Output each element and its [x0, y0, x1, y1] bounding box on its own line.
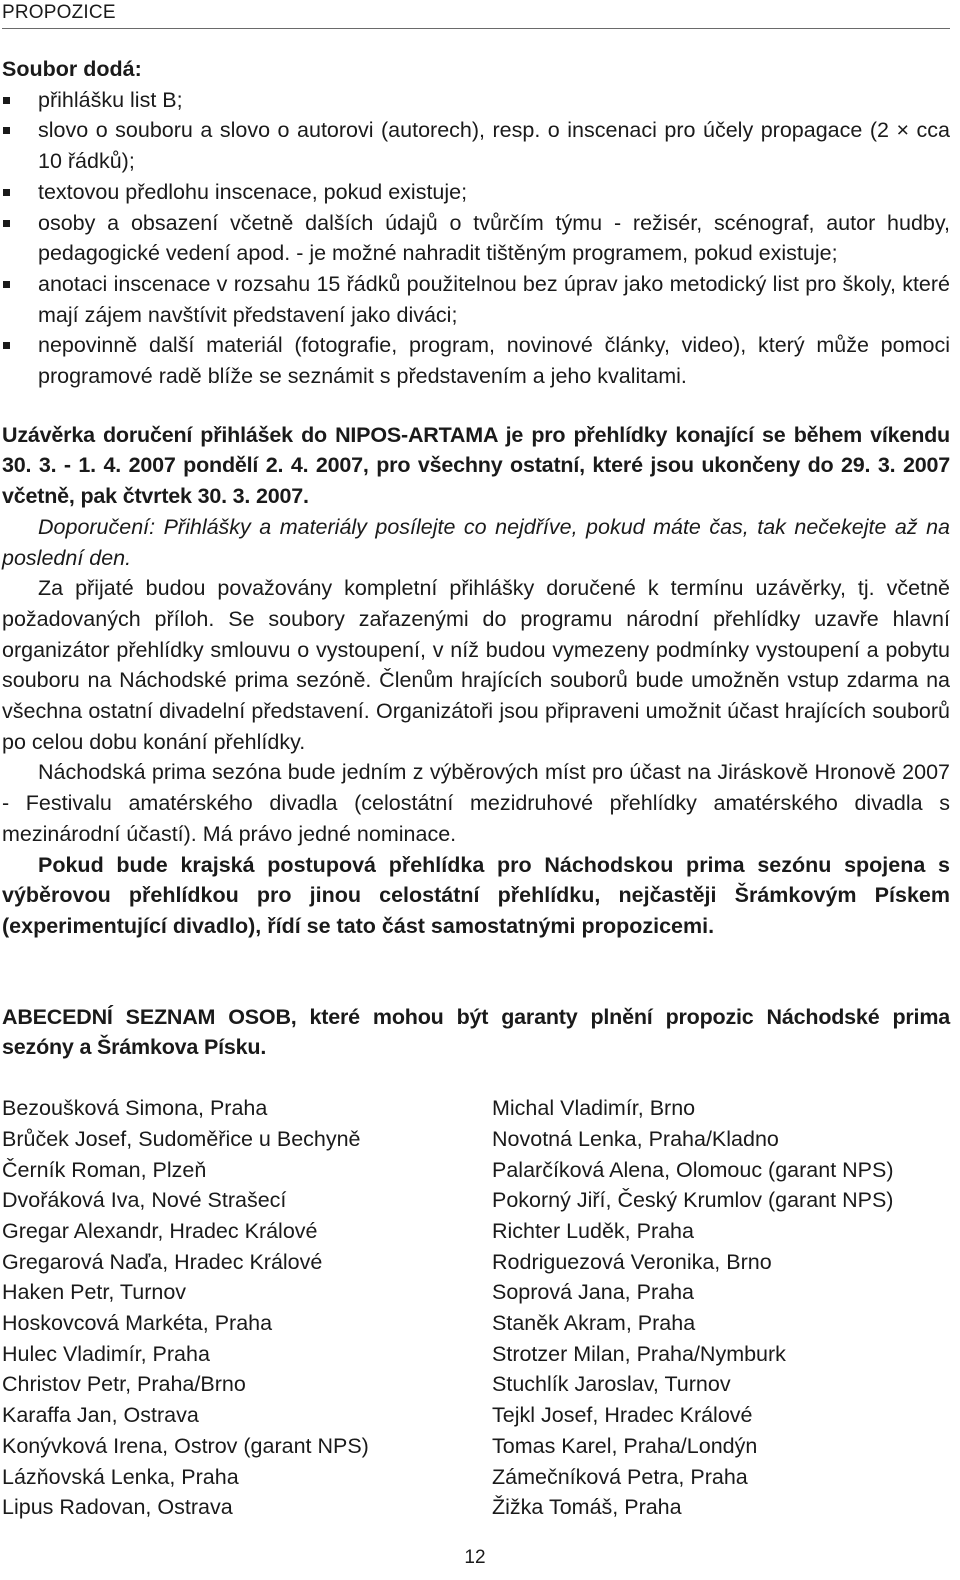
section-title: Soubor dodá: — [2, 57, 142, 81]
person-entry: Stuchlík Jaroslav, Turnov — [492, 1372, 731, 1397]
document-page — [2, 0, 950, 1523]
person-entry: Tomas Karel, Praha/Londýn — [492, 1433, 758, 1458]
person-entry: Gregarová Naďa, Hradec Králové — [2, 1249, 323, 1274]
person-entry: Richter Luděk, Praha — [492, 1218, 694, 1243]
person-entry: Tejkl Josef, Hradec Králové — [492, 1403, 753, 1428]
deadline-paragraph: Uzávěrka doručení přihlášek do NIPOS-ARTAMA je pro přehlídky konající se během víkendu 30. 3. - 1. 4. 2007 pondělí 2. 4. 2007, pro všechny ostatní, které jsou ukončeny do 29. 3. 2007 včetně, pak čtvrtek 30. 3. 2007. — [2, 422, 950, 509]
combined-festival-paragraph: Pokud bude krajská postupová přehlídka pro Náchodskou prima sezónu spojena s výběrovou přehlídkou pro jinou celostátní přehlídku, nejčastěji Šrámkovým Pískem (experimentující divadlo), řídí se tato část samostatnými propozicemi. — [2, 852, 950, 938]
list-item: textovou předlohu inscenace, pokud existuje; — [2, 177, 950, 208]
person-entry: Bezoušková Simona, Praha — [2, 1096, 268, 1121]
list-item: osoby a obsazení včetně dalších údajů o tvůrčím týmu - režisér, scénograf, autor hudby, pedagogické vedení apod. - je možné nahradit tištěným programem, pokud existuje; — [2, 208, 950, 269]
person-entry: Haken Petr, Turnov — [2, 1280, 187, 1305]
person-entry: Žižka Tomáš, Praha — [492, 1495, 682, 1520]
list-item: slovo o souboru a slovo o autorovi (autorech), resp. o inscenaci pro účely propagace (2 × cca 10 řádků); — [2, 115, 950, 176]
persons-list — [2, 1093, 950, 1523]
person-entry: Karaffa Jan, Ostrava — [2, 1403, 199, 1428]
person-entry: Lipus Radovan, Ostrava — [2, 1495, 233, 1520]
bullet-list — [2, 85, 950, 392]
conditions-paragraph: Za přijaté budou považovány kompletní přihlášky doručené k termínu uzávěrky, tj. včetně požadovaných příloh. Se soubory zařazenými do programu národní přehlídky uzavře hlavní organizátor přehlídky smlouvu o vystoupení, v níž budou vymezeny podmínky vystoupení a pobytu souboru na Náchodské prima sezóně. Členům hrajících souborů bude umožněn vstup zdarma na všechna ostatní divadelní představení. Organizátoři jsou připraveni umožnit účast hrajících souborů po celou dobu konání přehlídky. — [2, 576, 950, 754]
person-entry: Konývková Irena, Ostrov (garant NPS) — [2, 1433, 369, 1458]
person-entry: Brůček Josef, Sudoměřice u Bechyně — [2, 1126, 361, 1151]
person-entry: Soprová Jana, Praha — [492, 1280, 694, 1305]
person-entry: Christov Petr, Praha/Brno — [2, 1372, 246, 1397]
list-item: anotaci inscenace v rozsahu 15 řádků použitelnou bez úprav jako metodický list pro školy, které mají zájem navštívit představení jako diváci; — [2, 269, 950, 330]
person-entry: Černík Roman, Plzeň — [2, 1157, 207, 1182]
persons-list-title: ABECEDNÍ SEZNAM OSOB, které mohou být garanty plnění propozic Náchodské prima sezóny a Šrámkova Písku. — [2, 1004, 950, 1060]
running-header: PROPOZICE — [2, 0, 950, 29]
list-item: přihlášku list B; — [2, 85, 950, 116]
nomination-paragraph: Náchodská prima sezóna bude jedním z výběrových míst pro účast na Jiráskově Hronově 2007 - Festivalu amatérského divadla (celostátní mezidruhové přehlídky amatérského divadla s mezinárodní účastí). Má právo jedné nominace. — [2, 760, 950, 846]
person-entry: Rodriguezová Veronika, Brno — [492, 1249, 772, 1274]
person-entry: Palarčíková Alena, Olomouc (garant NPS) — [492, 1157, 894, 1182]
persons-column-right — [492, 1093, 950, 1523]
person-entry: Strotzer Milan, Praha/Nymburk — [492, 1341, 786, 1366]
persons-column-left — [2, 1093, 492, 1523]
person-entry: Lázňovská Lenka, Praha — [2, 1464, 239, 1489]
person-entry: Zámečníková Petra, Praha — [492, 1464, 748, 1489]
person-entry: Hulec Vladimír, Praha — [2, 1341, 210, 1366]
person-entry: Pokorný Jiří, Český Krumlov (garant NPS) — [492, 1188, 894, 1213]
person-entry: Novotná Lenka, Praha/Kladno — [492, 1126, 779, 1151]
person-entry: Michal Vladimír, Brno — [492, 1096, 696, 1121]
list-item: nepovinně další materiál (fotografie, program, novinové články, video), který může pomoci programové radě blíže se seznámit s představením a jeho kvalitami. — [2, 330, 950, 391]
page-number: 12 — [464, 1547, 486, 1568]
person-entry: Staněk Akram, Praha — [492, 1311, 696, 1336]
person-entry: Gregar Alexandr, Hradec Králové — [2, 1218, 318, 1243]
recommendation-paragraph: Doporučení: Přihlášky a materiály posílejte co nejdříve, pokud máte čas, tak nečekejte až na poslední den. — [2, 514, 950, 570]
person-entry: Dvořáková Iva, Nové Strašecí — [2, 1188, 287, 1213]
person-entry: Hoskovcová Markéta, Praha — [2, 1311, 273, 1336]
